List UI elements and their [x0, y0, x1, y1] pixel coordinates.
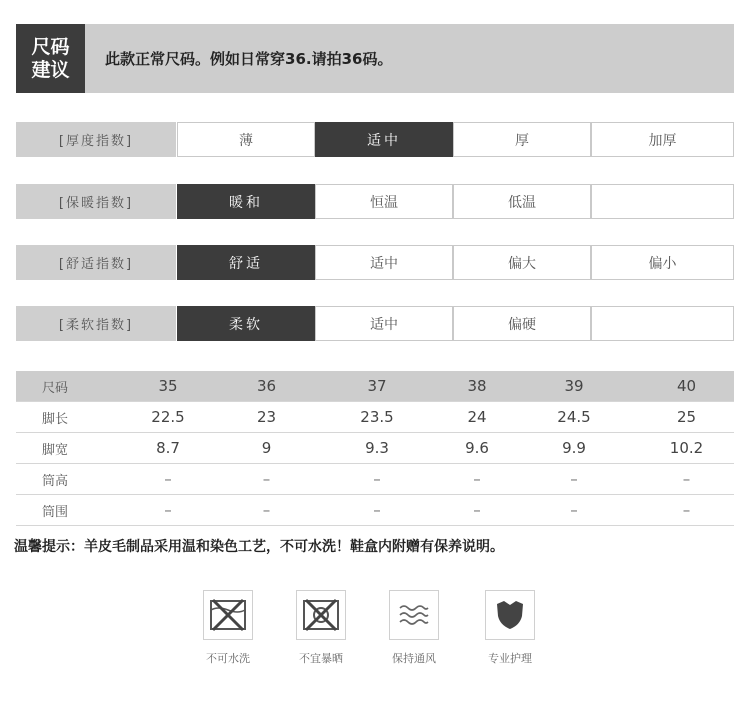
size-advice-text: 此款正常尺码。例如日常穿36.请拍36码。: [105, 50, 393, 68]
index-option: 恒温: [315, 184, 453, 219]
index-option: [591, 184, 734, 219]
table-cell: –: [224, 464, 309, 495]
softness-index-row: [16, 306, 734, 341]
index-label: [柔软指数]: [16, 306, 177, 341]
table-cell: 36: [224, 371, 309, 402]
table-cell: 22.5: [112, 402, 224, 433]
shield-icon: [485, 590, 535, 640]
size-table: [16, 371, 734, 526]
index-option: 低温: [453, 184, 591, 219]
index-option: 厚: [453, 122, 591, 157]
index-option: 暖和: [177, 184, 315, 219]
table-cell: 9.3: [309, 433, 445, 464]
table-cell: 23: [224, 402, 309, 433]
no-wash-icon: [203, 590, 253, 640]
care-item-pro-care: [480, 590, 540, 666]
table-row-shaft-circumference: [16, 495, 734, 526]
index-option: 适中: [315, 306, 453, 341]
badge-line-1: 尺码: [31, 35, 70, 58]
table-cell: 9.9: [509, 433, 639, 464]
table-cell: –: [112, 464, 224, 495]
index-option: 加厚: [591, 122, 734, 157]
care-item-no-sun: [291, 590, 351, 666]
table-cell: –: [445, 495, 509, 526]
size-advice-header: [16, 24, 734, 93]
index-option: 薄: [177, 122, 315, 157]
table-cell: –: [445, 464, 509, 495]
badge-line-2: 建议: [31, 58, 70, 81]
table-cell: 24.5: [509, 402, 639, 433]
table-row-foot-width: [16, 433, 734, 464]
care-label: 保持通风: [392, 652, 436, 665]
table-cell: 35: [112, 371, 224, 402]
row-label: 脚长: [16, 402, 112, 433]
care-notice: 温馨提示：羊皮毛制品采用温和染色工艺，不可水洗！鞋盒内附赠有保养说明。: [14, 539, 504, 555]
care-label: 专业护理: [488, 652, 532, 665]
index-label: [厚度指数]: [16, 122, 177, 157]
table-cell: 38: [445, 371, 509, 402]
index-option: 适中: [315, 245, 453, 280]
table-cell: –: [509, 464, 639, 495]
table-cell: 10.2: [639, 433, 734, 464]
table-cell: –: [309, 464, 445, 495]
table-cell: 23.5: [309, 402, 445, 433]
table-cell: 25: [639, 402, 734, 433]
table-cell: –: [309, 495, 445, 526]
index-option: 偏小: [591, 245, 734, 280]
table-cell: 9.6: [445, 433, 509, 464]
table-cell: –: [224, 495, 309, 526]
warmth-index-row: [16, 184, 734, 219]
row-label: 脚宽: [16, 433, 112, 464]
table-cell: –: [639, 464, 734, 495]
care-item-no-wash: [198, 590, 258, 666]
table-cell: 40: [639, 371, 734, 402]
thickness-index-row: [16, 122, 734, 157]
no-sun-icon: [296, 590, 346, 640]
care-label: 不可水洗: [206, 652, 250, 665]
ventilate-icon: [389, 590, 439, 640]
index-option: 舒适: [177, 245, 315, 280]
index-option: 适中: [315, 122, 453, 157]
table-cell: –: [112, 495, 224, 526]
table-row-shaft-height: [16, 464, 734, 495]
table-cell: 39: [509, 371, 639, 402]
index-label: [舒适指数]: [16, 245, 177, 280]
care-label: 不宜暴晒: [299, 652, 343, 665]
table-cell: 24: [445, 402, 509, 433]
index-label: [保暖指数]: [16, 184, 177, 219]
table-cell: 9: [224, 433, 309, 464]
index-option: [591, 306, 734, 341]
row-label: 筒高: [16, 464, 112, 495]
table-cell: –: [509, 495, 639, 526]
row-label: 尺码: [16, 371, 112, 402]
table-row-foot-length: [16, 402, 734, 433]
size-advice-badge: [16, 24, 85, 93]
care-item-ventilate: [384, 590, 444, 666]
index-option: 偏硬: [453, 306, 591, 341]
table-cell: –: [639, 495, 734, 526]
row-label: 筒围: [16, 495, 112, 526]
comfort-index-row: [16, 245, 734, 280]
index-option: 柔软: [177, 306, 315, 341]
table-row-size: [16, 371, 734, 402]
table-cell: 37: [309, 371, 445, 402]
table-cell: 8.7: [112, 433, 224, 464]
index-option: 偏大: [453, 245, 591, 280]
